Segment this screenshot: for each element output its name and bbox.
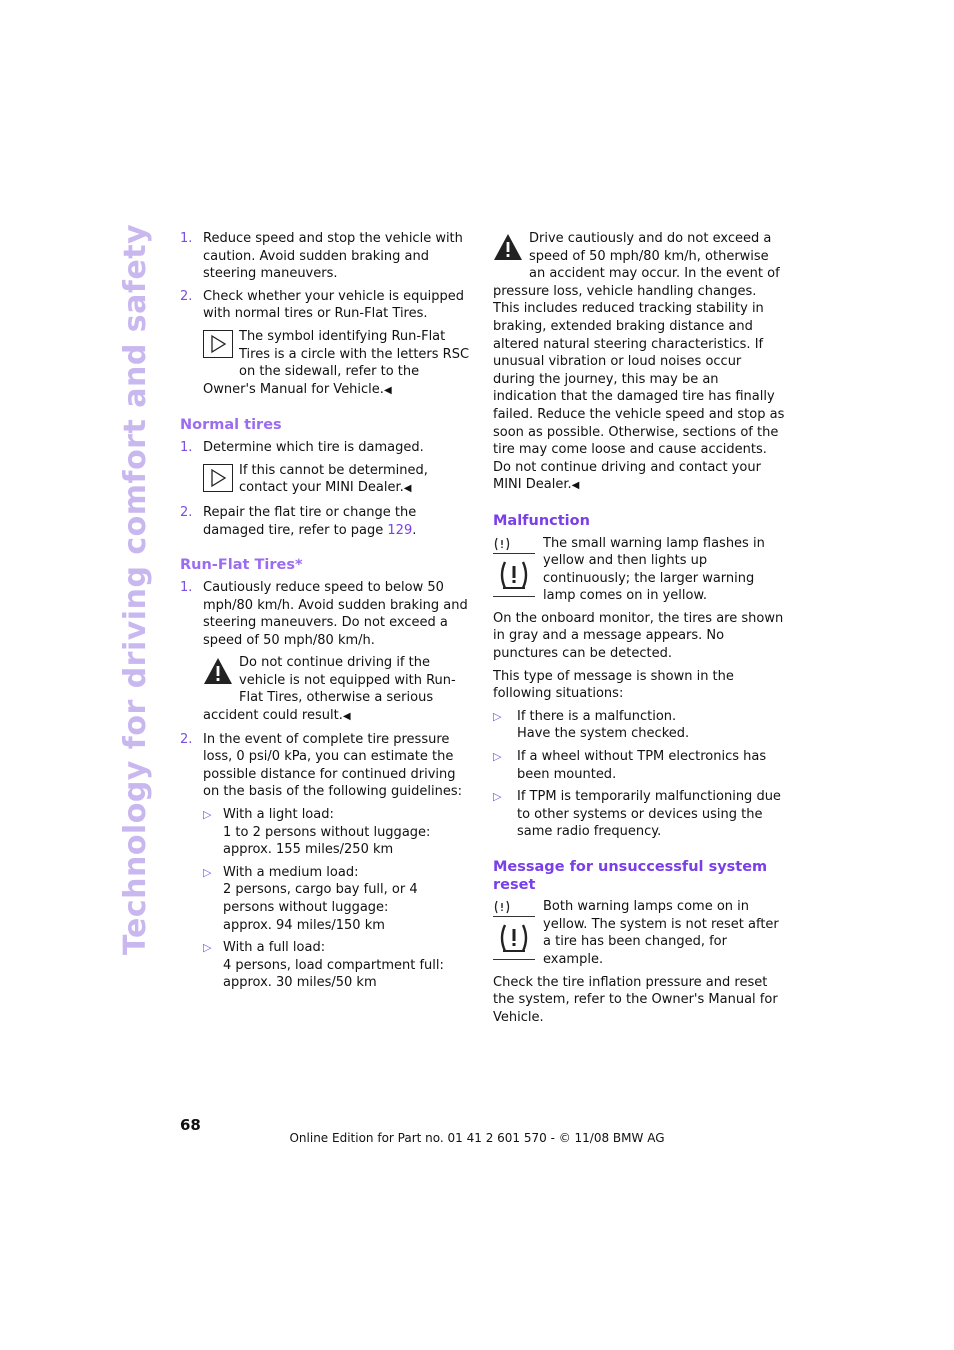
- lamp-text: Both warning lamps come on in yellow. The system is not reset after a tire has been changed, for example.: [543, 899, 779, 967]
- step-text: Reduce speed and stop the vehicle with caution. Avoid sudden braking and steering maneuvers.: [203, 231, 463, 282]
- warning-lamps: [493, 898, 535, 960]
- list-item: [180, 579, 472, 649]
- warning-block: [493, 230, 785, 495]
- warning-triangle-icon: [203, 656, 233, 692]
- load-description: 1 to 2 persons without luggage:: [223, 824, 431, 840]
- list-item: [180, 230, 472, 283]
- load-label: With a medium load:: [223, 864, 359, 880]
- end-mark-icon: ◀: [342, 711, 351, 723]
- large-tire-pressure-lamp-icon: [493, 554, 535, 597]
- load-distance: approx. 155 miles/250 km: [223, 842, 394, 858]
- monitor-text: On the onboard monitor, the tires are shown in gray and a message appears. No punctures can be detected.: [493, 610, 784, 662]
- situation-text: If TPM is temporarily malfunctioning due to other systems or devices using the same radio frequency.: [517, 789, 781, 840]
- section-heading-run-flat-tires: Run-Flat Tires*: [180, 557, 303, 574]
- end-mark-icon: ◀: [403, 483, 412, 495]
- situation-item: [493, 788, 785, 841]
- step-number: 1.: [180, 231, 193, 246]
- page-link[interactable]: 129: [387, 522, 413, 538]
- step-number: 1.: [180, 439, 193, 455]
- section-heading-malfunction: Malfunction: [493, 512, 590, 529]
- load-description: 4 persons, load compartment full:: [223, 957, 444, 973]
- bullet-triangle-icon: ▷: [493, 750, 502, 764]
- lamp-text: The small warning lamp flashes in yellow and then lights up continuously; the larger warning lamp comes on in yellow.: [543, 535, 765, 604]
- warning-text: Do not continue driving if the vehicle is not equipped with Run-Flat Tires, otherwise a serious accident could result.: [203, 655, 456, 724]
- warning-text-continued: If unusual vibration or loud noises occur during the journey, this may be an indication that the damaged tire has finally failed. Reduce the vehicle speed and stop as soon as possible. Otherwise, sections of the tire may come loose and cause accidents. Do not continue driving and contact your MINI Dealer.: [493, 336, 785, 493]
- bullet-triangle-icon: ▷: [203, 808, 212, 822]
- warning-block: [180, 654, 472, 725]
- list-item: [180, 731, 472, 801]
- end-mark-icon: ◀: [383, 384, 392, 396]
- note-text: If this cannot be determined, contact your MINI Dealer.: [239, 462, 428, 496]
- load-item-medium: [203, 864, 472, 934]
- load-item-light: [203, 806, 472, 859]
- lamp-block: [493, 535, 785, 605]
- large-tire-pressure-lamp-icon: [493, 917, 535, 960]
- end-mark-icon: ◀: [571, 480, 580, 492]
- step-number: 2.: [180, 505, 193, 521]
- step-number: 2.: [180, 731, 193, 747]
- situation-item: [493, 748, 785, 783]
- note-icon: [203, 464, 233, 498]
- note-block: [180, 328, 472, 399]
- bullet-triangle-icon: ▷: [493, 709, 502, 723]
- situation-item: [493, 708, 785, 743]
- load-label: With a light load:: [223, 807, 334, 823]
- load-distance: approx. 30 miles/50 km: [223, 975, 377, 991]
- step-text-end: .: [412, 522, 417, 538]
- left-column: [180, 230, 472, 997]
- situation-text: If a wheel without TPM electronics has been mounted.: [517, 749, 767, 782]
- small-tire-pressure-lamp-icon: [493, 535, 535, 554]
- step-text: Check whether your vehicle is equipped with normal tires or Run-Flat Tires.: [203, 288, 464, 322]
- step-number: 1.: [180, 579, 193, 595]
- section-heading-unsuccessful-reset: Message for unsuccessful system reset: [493, 859, 768, 893]
- chapter-side-title: Technology for driving comfort and safety: [118, 223, 153, 955]
- load-description: 2 persons, cargo bay full, or 4 persons without luggage:: [223, 882, 418, 915]
- list-item: [180, 504, 472, 539]
- reset-action-text: Check the tire inflation pressure and reset the system, refer to the Owner's Manual for Vehicle.: [493, 974, 778, 1025]
- warning-lamps: [493, 535, 535, 597]
- right-column: [493, 230, 785, 1031]
- step-number: 2.: [180, 288, 193, 304]
- load-distance: approx. 94 miles/150 km: [223, 917, 385, 933]
- warning-triangle-icon: [493, 232, 523, 268]
- situations-intro: This type of message is shown in the following situations:: [493, 668, 734, 702]
- warning-text: Drive cautiously and do not exceed a speed of 50 mph/80 km/h, otherwise an accident may occur. In the event of pressure loss, vehicle handling changes. This includes reduced tracking stability in braking, extended braking distance and altered natural steering characteristics.: [493, 231, 780, 352]
- situation-text: If there is a malfunction.: [517, 708, 677, 724]
- lamp-block: [493, 898, 785, 1026]
- small-tire-pressure-lamp-icon: [493, 898, 535, 917]
- load-item-full: [203, 939, 472, 992]
- step-text: Determine which tire is damaged.: [203, 439, 424, 455]
- step-text: Cautiously reduce speed to below 50 mph/80 km/h. Avoid sudden braking and steering maneuvers. Do not exceed a speed of 50 mph/80 km/h.: [203, 579, 468, 648]
- load-label: With a full load:: [223, 940, 326, 956]
- note-icon: [203, 330, 233, 364]
- situation-action: Have the system checked.: [517, 726, 690, 742]
- step-text: Repair the flat tire or change the damaged tire, refer to page: [203, 505, 417, 538]
- section-heading-normal-tires: Normal tires: [180, 417, 282, 434]
- note-text: The symbol identifying Run-Flat Tires is a circle with the letters RSC on the sidewall, refer to the Owner's Manual for Vehicle.: [203, 328, 470, 397]
- note-block: [180, 462, 472, 500]
- list-item: [180, 439, 472, 457]
- bullet-triangle-icon: ▷: [493, 790, 502, 804]
- page-number: 68: [180, 1116, 201, 1134]
- list-item: [180, 288, 472, 323]
- footer-edition-note: Online Edition for Part no. 01 41 2 601 570 - © 11/08 BMW AG: [289, 1131, 665, 1145]
- step-text: In the event of complete tire pressure loss, 0 psi/0 kPa, you can estimate the possible distance for continued driving on the basis of the following guidelines:: [203, 731, 462, 800]
- bullet-triangle-icon: ▷: [203, 941, 212, 955]
- bullet-triangle-icon: ▷: [203, 865, 212, 879]
